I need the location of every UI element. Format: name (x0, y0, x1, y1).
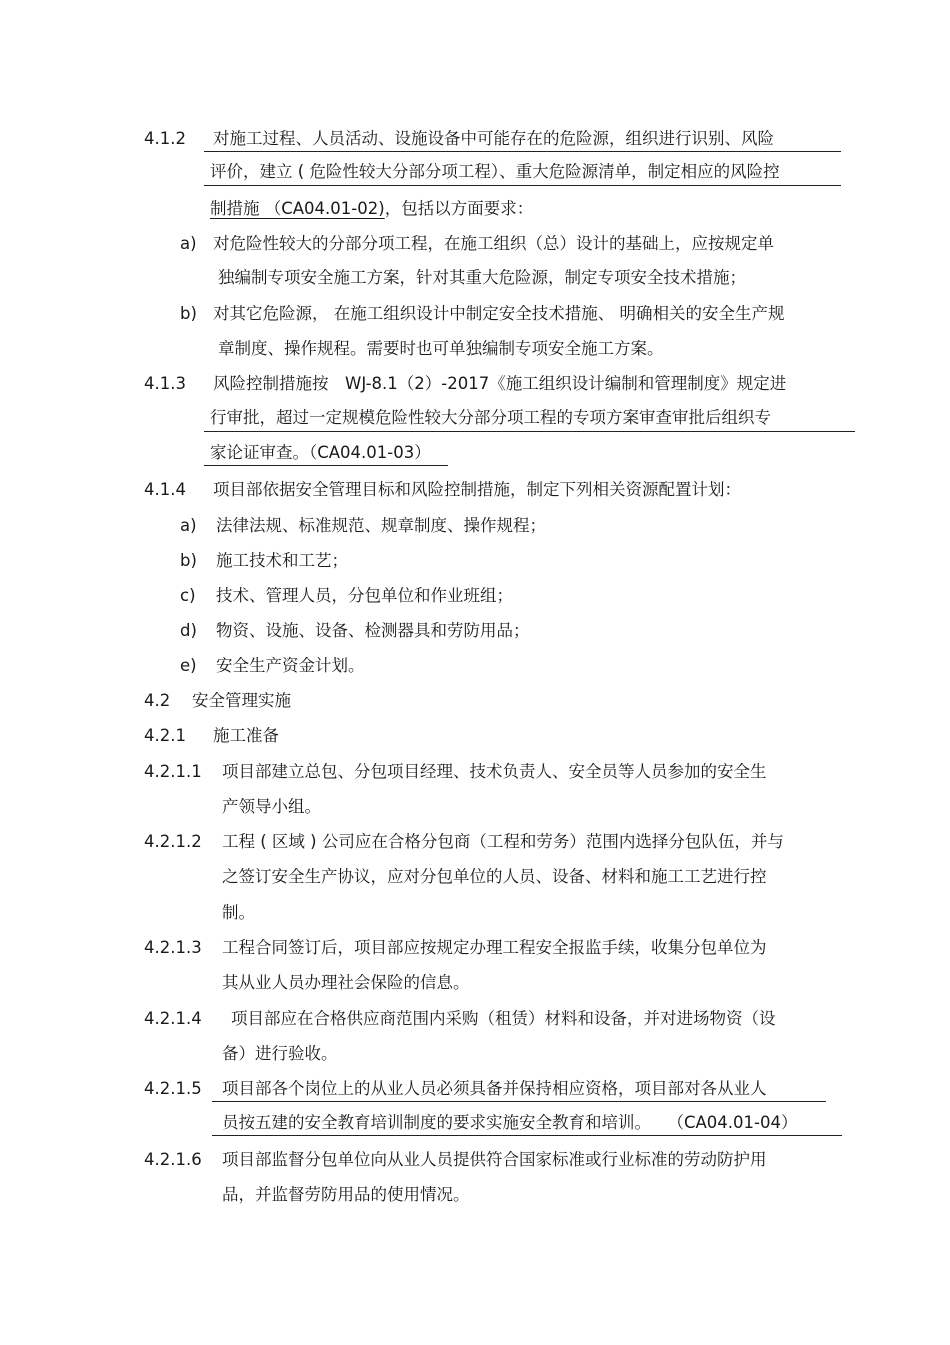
paragraph-line: 制。 (222, 903, 255, 922)
clause-number: 4.2.1.2 (144, 832, 202, 851)
underline-rule (204, 465, 448, 466)
list-label: a) (180, 234, 197, 253)
list-label: c) (180, 586, 196, 605)
underline-rule (212, 1101, 826, 1102)
section-heading: 施工准备 (213, 726, 279, 745)
section-number: 4.1.3 (144, 374, 186, 393)
clause-number: 4.2.1.1 (144, 762, 202, 781)
paragraph-line: 家论证审查。（CA04.01-03） (210, 443, 431, 462)
underline-rule (204, 151, 841, 152)
paragraph-line: 评价，建立 ( 危险性较大分部分项工程）、重大危险源清单，制定相应的风险控 (210, 162, 780, 181)
paragraph-line: 工程 ( 区域 ) 公司应在合格分包商（工程和劳务）范围内选择分包队伍，并与 (222, 832, 784, 851)
paragraph-line: 对施工过程、人员活动、设施设备中可能存在的危险源，组织进行识别、风险 (213, 129, 774, 148)
paragraph-line: 其从业人员办理社会保险的信息。 (222, 973, 470, 992)
paragraph-line: 品，并监督劳防用品的使用情况。 (222, 1185, 470, 1204)
list-label: b) (180, 304, 197, 323)
paragraph-line: 工程合同签订后，项目部应按规定办理工程安全报监手续，收集分包单位为 (222, 938, 767, 957)
clause-number: 4.2.1.5 (144, 1079, 202, 1098)
paragraph-line: 项目部应在合格供应商范围内采购（租赁）材料和设备，并对进场物资（设 (231, 1009, 776, 1028)
list-item: 物资、设施、设备、检测器具和劳防用品； (216, 621, 530, 640)
list-label: e) (180, 656, 197, 675)
paragraph-line (210, 198, 533, 220)
list-item: 技术、管理人员，分包单位和作业班组； (216, 586, 513, 605)
list-item-line: 独编制专项安全施工方案，针对其重大危险源，制定专项安全技术措施； (218, 268, 746, 287)
paragraph-line: 之签订安全生产协议，应对分包单位的人员、设备、材料和施工工艺进行控 (222, 867, 767, 886)
section-number: 4.1.4 (144, 480, 186, 499)
underline-rule (204, 431, 855, 432)
list-label: a) (180, 516, 197, 535)
list-label: d) (180, 621, 197, 640)
list-item: 法律法规、标准规范、规章制度、操作规程； (216, 516, 546, 535)
section-number: 4.2 (144, 691, 171, 710)
paragraph-line: 行审批，超过一定规模危险性较大分部分项工程的专项方案审查审批后组织专 (210, 408, 771, 427)
underline-rule (212, 1135, 842, 1136)
list-item-line: 对危险性较大的分部分项工程，在施工组织（总）设计的基础上，应按规定单 (213, 234, 774, 253)
paragraph-line: 项目部各个岗位上的从业人员必须具备并保持相应资格，项目部对各从业人 (222, 1079, 767, 1098)
list-label: b) (180, 551, 197, 570)
section-number: 4.2.1 (144, 726, 186, 745)
clause-number: 4.2.1.6 (144, 1150, 202, 1169)
list-item-line: 对其它危险源， 在施工组织设计中制定安全技术措施、 明确相关的安全生产规 (213, 304, 785, 323)
clause-number: 4.2.1.3 (144, 938, 202, 957)
paragraph-line: 项目部依据安全管理目标和风险控制措施，制定下列相关资源配置计划： (213, 480, 741, 499)
paragraph-line: 备）进行验收。 (222, 1044, 338, 1063)
list-item-line: 章制度、操作规程。需要时也可单独编制专项安全施工方案。 (218, 339, 664, 358)
underlined-text: 制措施 （CA04.01-02) (210, 199, 385, 218)
section-heading: 安全管理实施 (192, 691, 291, 710)
section-number: 4.1.2 (144, 129, 186, 148)
underline-rule (204, 185, 841, 186)
paragraph-line: 风险控制措施按 WJ-8.1（2）-2017《施工组织设计编制和管理制度》规定进 (213, 374, 787, 393)
paragraph-line: 产领导小组。 (222, 797, 321, 816)
clause-number: 4.2.1.4 (144, 1009, 202, 1028)
paragraph-text: ，包括以方面要求： (384, 199, 534, 218)
list-item: 施工技术和工艺； (216, 551, 348, 570)
paragraph-line: 项目部监督分包单位向从业人员提供符合国家标准或行业标准的劳动防护用 (222, 1150, 767, 1169)
list-item: 安全生产资金计划。 (216, 656, 365, 675)
paragraph-line: 员按五建的安全教育培训制度的要求实施安全教育和培训。 （CA04.01-04） (222, 1113, 798, 1132)
paragraph-line: 项目部建立总包、分包项目经理、技术负责人、安全员等人员参加的安全生 (222, 762, 767, 781)
